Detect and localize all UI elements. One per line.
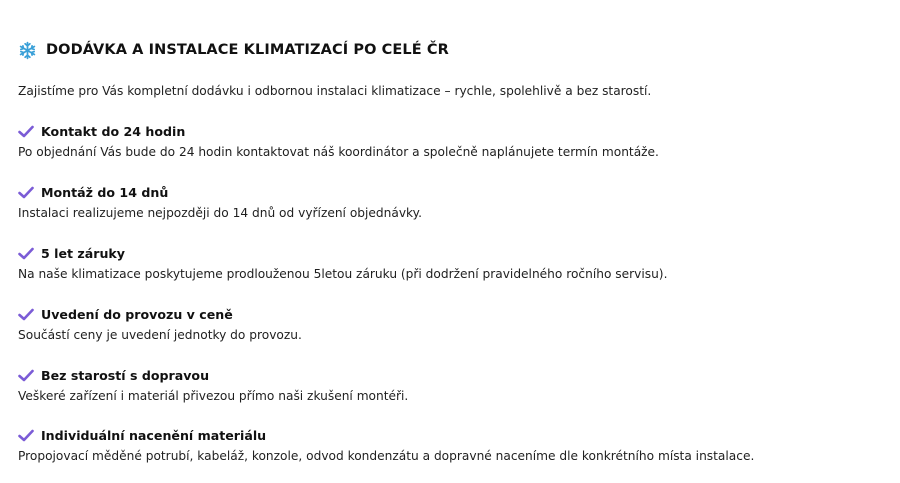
feature-description: Na naše klimatizace poskytujeme prodlouženou 5letou záruku (při dodržení pravidelného ročního servisu). — [18, 267, 668, 281]
feature-heading — [18, 426, 888, 444]
page-title: DODÁVKA A INSTALACE KLIMATIZACÍ PO CELÉ ČR — [46, 42, 449, 58]
feature-item — [18, 244, 888, 283]
feature-heading — [18, 305, 888, 323]
feature-description: Po objednání Vás bude do 24 hodin kontaktovat náš koordinátor a společně naplánujete termín montáže. — [18, 145, 659, 159]
feature-item — [18, 183, 888, 222]
feature-heading — [18, 366, 888, 384]
check-icon — [18, 308, 34, 321]
feature-description: Součástí ceny je uvedení jednotky do provozu. — [18, 328, 302, 342]
check-icon — [18, 247, 34, 260]
snowflake-icon — [18, 41, 37, 60]
feature-description: Propojovací měděné potrubí, kabeláž, konzole, odvod kondenzátu a dopravné naceníme dle konkrétního místa instalace. — [18, 449, 755, 463]
feature-item — [18, 305, 888, 344]
section-header — [18, 38, 449, 62]
feature-title: Kontakt do 24 hodin — [41, 123, 186, 139]
feature-title: Montáž do 14 dnů — [41, 184, 169, 200]
feature-item — [18, 366, 888, 405]
feature-title: Bez starostí s dopravou — [41, 367, 210, 383]
check-icon — [18, 429, 34, 442]
feature-title: Uvedení do provozu v ceně — [41, 306, 233, 322]
feature-description: Veškeré zařízení i materiál přivezou přímo naši zkušení montéři. — [18, 389, 409, 403]
check-icon — [18, 125, 34, 138]
feature-heading — [18, 122, 888, 140]
check-icon — [18, 369, 34, 382]
check-icon — [18, 186, 34, 199]
feature-heading — [18, 244, 888, 262]
intro-text: Zajistíme pro Vás kompletní dodávku i odbornou instalaci klimatizace – rychle, spolehlivě a bez starostí. — [18, 84, 652, 98]
feature-title: 5 let záruky — [41, 245, 125, 261]
feature-item — [18, 122, 888, 161]
feature-item — [18, 426, 888, 465]
feature-title: Individuální nacenění materiálu — [41, 427, 267, 443]
feature-heading — [18, 183, 888, 201]
feature-description: Instalaci realizujeme nejpozději do 14 dnů od vyřízení objednávky. — [18, 206, 423, 220]
